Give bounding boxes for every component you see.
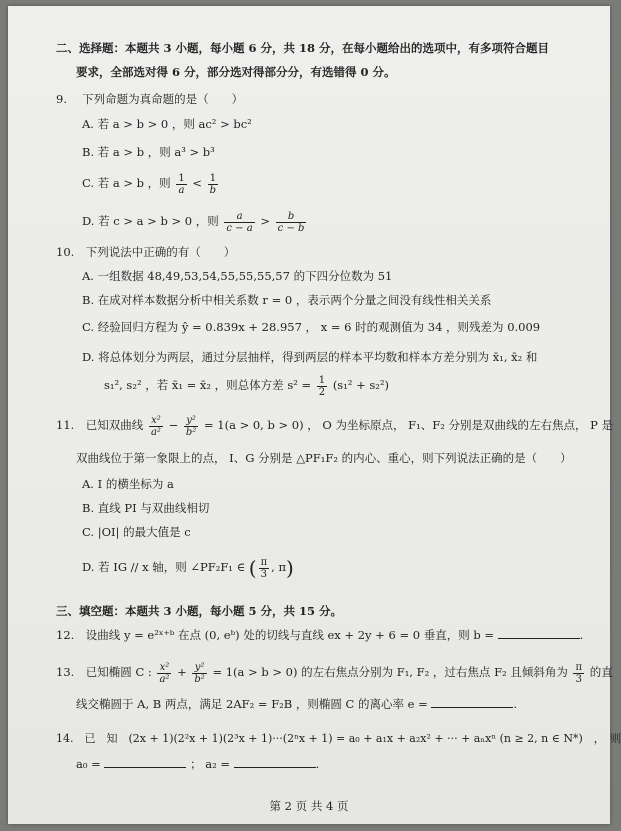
q10-option-d-line2 bbox=[104, 372, 389, 398]
q9-option-a: A. 若 a > b > 0 ，则 ac² > bc² bbox=[82, 117, 252, 131]
q11-option-d bbox=[82, 552, 294, 583]
q13-mid: = 1(a > b > 0) 的左右焦点分别为 F₁, F₂ ，过右焦点 F₂ 且倾斜角为 bbox=[212, 665, 568, 679]
q12-text: 12. 设曲线 y = e²ˣ⁺ᵇ 在点 (0, eᵇ) 处的切线与直线 ex + 2y + 6 = 0 垂直，则 b = bbox=[56, 628, 495, 642]
q11-option-c: C. |OI| 的最大值是 c bbox=[82, 525, 191, 539]
q13-prefix: 13. 已知椭圆 C : bbox=[56, 665, 152, 679]
q10-d2-frac: $\frac{1}{2}$ bbox=[318, 374, 326, 398]
exam-page bbox=[8, 6, 621, 824]
q11-d-frac: $\frac{\pi}{3}$ bbox=[260, 556, 268, 580]
q11-d-suffix: , π bbox=[271, 560, 287, 574]
q11-x-frac: $\frac{\text{x²}}{\text{a²}}$ bbox=[150, 414, 161, 438]
q11-stem-line2: 双曲线位于第一象限上的点， I、G 分别是 △PF₁F₂ 的内心、重心，则下列说法正确的是（ ） bbox=[76, 451, 572, 465]
q9-d-relation: > bbox=[260, 214, 271, 228]
q11-prefix: 11. 已知双曲线 bbox=[56, 418, 144, 432]
q11-stem-line1 bbox=[56, 412, 613, 438]
q14-period: . bbox=[315, 757, 320, 771]
q11-d-open-paren: ( bbox=[248, 556, 257, 580]
q13-line2-text: 线交椭圆于 A, B 两点，满足 2AF₂ = F₂B ，则椭圆 C 的离心率 e = bbox=[76, 697, 428, 711]
q13-line2 bbox=[76, 696, 517, 712]
q11-y-frac: $\frac{\text{y²}}{\text{b²}}$ bbox=[185, 414, 197, 438]
q14-a0-blank[interactable] bbox=[104, 757, 186, 768]
q14-separator: ； bbox=[190, 757, 202, 771]
section2-header-line2: 要求，全部选对得 6 分，部分选对得部分分，有选错得 0 分。 bbox=[76, 65, 396, 79]
page-number: 第 2 页 共 4 页 bbox=[269, 799, 349, 813]
q13-answer-blank[interactable] bbox=[431, 697, 513, 708]
q9-d-frac1: $\frac{a}{c - a}$ bbox=[226, 210, 253, 234]
q9-option-b: B. 若 a > b ，则 a³ > b³ bbox=[82, 145, 215, 159]
q12-answer-blank[interactable] bbox=[498, 628, 580, 639]
q11-d-prefix: D. 若 IG // x 轴，则 ∠PF₂F₁ ∈ bbox=[82, 560, 246, 574]
q11-minus: − bbox=[168, 418, 179, 432]
q9-d-frac2: $\frac{b}{c - b}$ bbox=[277, 210, 305, 234]
q10-option-b: B. 在成对样本数据分析中相关系数 r = 0 ，表示两个分量之间没有线性相关关系 bbox=[82, 293, 492, 307]
q10-option-a: A. 一组数据 48,49,53,54,55,55,55,57 的下四分位数为 51 bbox=[82, 269, 393, 283]
q9-c-prefix: C. 若 a > b ，则 bbox=[82, 176, 171, 190]
q12-period: . bbox=[579, 628, 584, 642]
q14-a2-blank[interactable] bbox=[234, 757, 316, 768]
q10-option-d-line1: D. 将总体划分为两层，通过分层抽样，得到两层的样本平均数和样本方差分别为 x̄₁, x̄₂ 和 bbox=[82, 350, 538, 364]
section2-header-line1: 二、选择题：本题共 3 小题，每小题 6 分，共 18 分，在每小题给出的选项中，有多项符合题目 bbox=[56, 41, 550, 55]
q13-y-frac: $\frac{\text{y²}}{\text{b²}}$ bbox=[194, 661, 205, 685]
q10-stem: 10. 下列说法中正确的有（ ） bbox=[56, 245, 236, 259]
q12 bbox=[56, 627, 583, 643]
q14-a2-label: a₂ = bbox=[205, 757, 230, 771]
q10-option-c: C. 经验回归方程为 ŷ = 0.839x + 28.957 ， x = 6 时的观测值为 34 ，则残差为 0.009 bbox=[82, 320, 541, 334]
q9-option-d bbox=[82, 208, 308, 234]
q13-plus: + bbox=[177, 665, 187, 679]
section3-header: 三、填空题：本题共 3 小题，每小题 5 分，共 15 分。 bbox=[56, 604, 343, 618]
q13-angle-frac: $\frac{\pi}{3}$ bbox=[575, 661, 583, 685]
q9-option-c bbox=[82, 170, 220, 196]
q9-stem: 9. 下列命题为真命题的是（ ） bbox=[56, 92, 244, 106]
q13-x-frac: $\frac{\text{x²}}{\text{a²}}$ bbox=[159, 661, 170, 685]
q9-c-frac1: $\frac{1}{a}$ bbox=[178, 172, 185, 196]
q13-suffix: 的直 bbox=[589, 665, 613, 679]
q11-d-close-paren: ) bbox=[286, 556, 294, 580]
q13-period: . bbox=[513, 697, 518, 711]
q13-line1 bbox=[56, 658, 613, 686]
q10-d2-prefix: s₁², s₂² ，若 x̄₁ = x̄₂ ，则总体方差 s² = bbox=[104, 378, 312, 392]
q14-line2 bbox=[76, 756, 319, 772]
q11-option-b: B. 直线 PI 与双曲线相切 bbox=[82, 501, 210, 515]
q11-option-a: A. I 的横坐标为 a bbox=[82, 477, 174, 491]
q9-d-prefix: D. 若 c > a > b > 0 ，则 bbox=[82, 214, 219, 228]
q9-c-relation: < bbox=[192, 176, 203, 190]
q9-c-frac2: $\frac{1}{b}$ bbox=[209, 172, 217, 196]
q10-d2-suffix: (s₁² + s₂²) bbox=[332, 378, 389, 392]
q11-suffix: = 1(a > 0, b > 0) ， O 为坐标原点， F₁、F₂ 分别是双曲线的左右焦点， P 是 bbox=[203, 418, 614, 432]
q14-a0-label: a₀ = bbox=[76, 757, 101, 771]
q14-line1: 14. 已 知 (2x + 1)(2²x + 1)(2³x + 1)···(2ⁿx + 1) = a₀ + a₁x + a₂x² + ··· + aₙxⁿ (n ≥ 2, n ∈ N*) ， 则 bbox=[56, 732, 621, 745]
